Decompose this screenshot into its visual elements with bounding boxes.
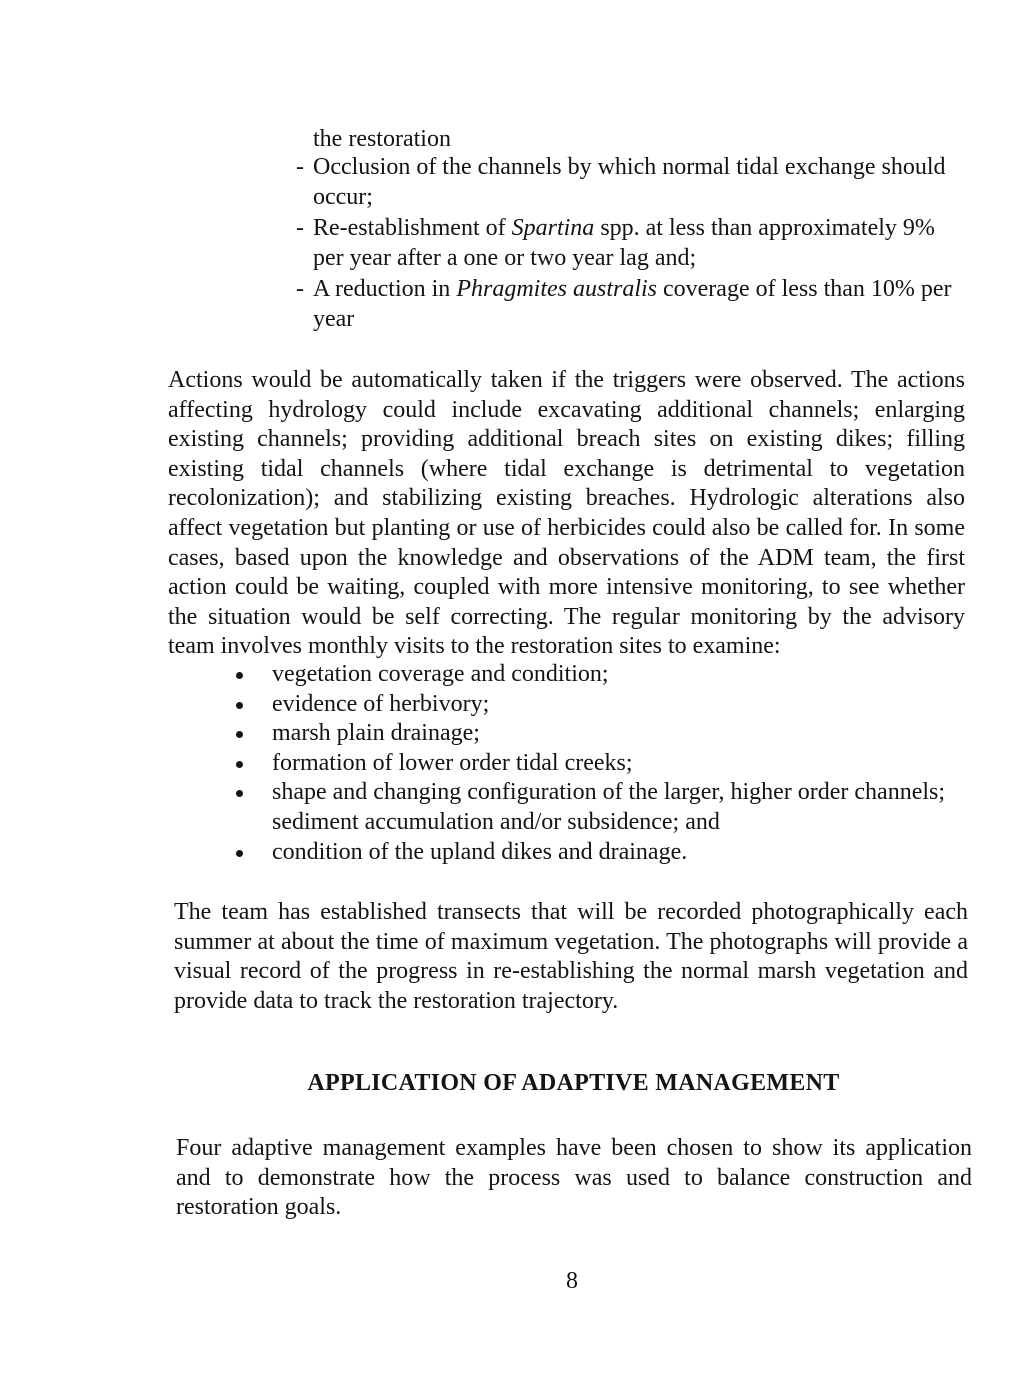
trigger-text-end: spp. at less than approximately 9% per year after a one or two year lag and; [313, 215, 935, 271]
bullet-icon [236, 790, 243, 797]
bullet-icon [236, 850, 243, 857]
dash-marker: - [296, 276, 304, 302]
list-item [232, 749, 972, 779]
trigger-item-spartina [296, 213, 966, 273]
trigger-text-start: Re-establishment of [313, 215, 512, 241]
list-item [232, 690, 972, 720]
species-name-italic: Phragmites australis [456, 276, 657, 302]
trigger-item-occlusion [296, 152, 966, 212]
list-item-text: formation of lower order tidal creeks; [272, 749, 633, 776]
list-item-text: shape and changing configuration of the larger, higher order channels; sediment accumulation and/or subsidence; and [272, 779, 946, 835]
continuation-line: the restoration [313, 126, 451, 152]
trigger-item-phragmites [296, 274, 966, 334]
list-item-text: vegetation coverage and condition; [272, 661, 609, 687]
trigger-text [296, 213, 966, 273]
list-item [232, 778, 972, 837]
trigger-text: Occlusion of the channels by which normal tidal exchange should occur; [313, 154, 946, 210]
list-item [232, 838, 972, 868]
trigger-text-end: coverage of less than 10% per year [313, 276, 952, 332]
dash-marker: - [296, 215, 304, 241]
transects-paragraph: The team has established transects that will be recorded photographically each summer at about the time of maximum vegetation. The photographs will provide a visual record of the progress in re-establishing the normal marsh vegetation and provide data to track the restoration trajectory. [174, 899, 968, 1014]
list-item [232, 660, 972, 690]
bullet-icon [236, 702, 243, 709]
bullet-icon [236, 672, 243, 679]
section-heading [0, 1070, 1017, 1097]
actions-paragraph: Actions would be automatically taken if the triggers were observed. The actions affecting hydrology could include excavating additional channels; enlarging existing channels; providing additional breach sites on existing dikes; filling existing tidal channels (where tidal exchange is detrimental to vegetation recolonization); and stabilizing existing breaches. Hydrologic alterations also affect vegetation but planting or use of herbicides could also be called for. In some cases, based upon the knowledge and observations of the ADM team, the first action could be waiting, coupled with more intensive monitoring, to see whether the situation would be self correcting. The regular monitoring by the advisory team involves monthly visits to the restoration sites to examine: [168, 367, 965, 660]
trigger-text-start: A reduction in [313, 276, 457, 302]
list-item [232, 719, 972, 749]
bullet-icon [236, 731, 243, 738]
monitoring-list [232, 660, 972, 867]
examples-paragraph: Four adaptive management examples have been chosen to show its application and to demonstrate how the process was used to balance construction and restoration goals. [176, 1135, 972, 1221]
species-name-italic: Spartina [511, 215, 595, 241]
list-item-text: marsh plain drainage; [272, 720, 480, 747]
page-number: 8 [566, 1268, 578, 1294]
trigger-text [296, 274, 966, 334]
dash-marker: - [296, 154, 304, 180]
list-item-text: evidence of herbivory; [272, 690, 490, 717]
section-heading-text: APPLICATION OF ADAPTIVE MANAGEMENT [307, 1070, 840, 1096]
list-item-text: condition of the upland dikes and drainage. [272, 838, 688, 865]
bullet-icon [236, 761, 243, 768]
